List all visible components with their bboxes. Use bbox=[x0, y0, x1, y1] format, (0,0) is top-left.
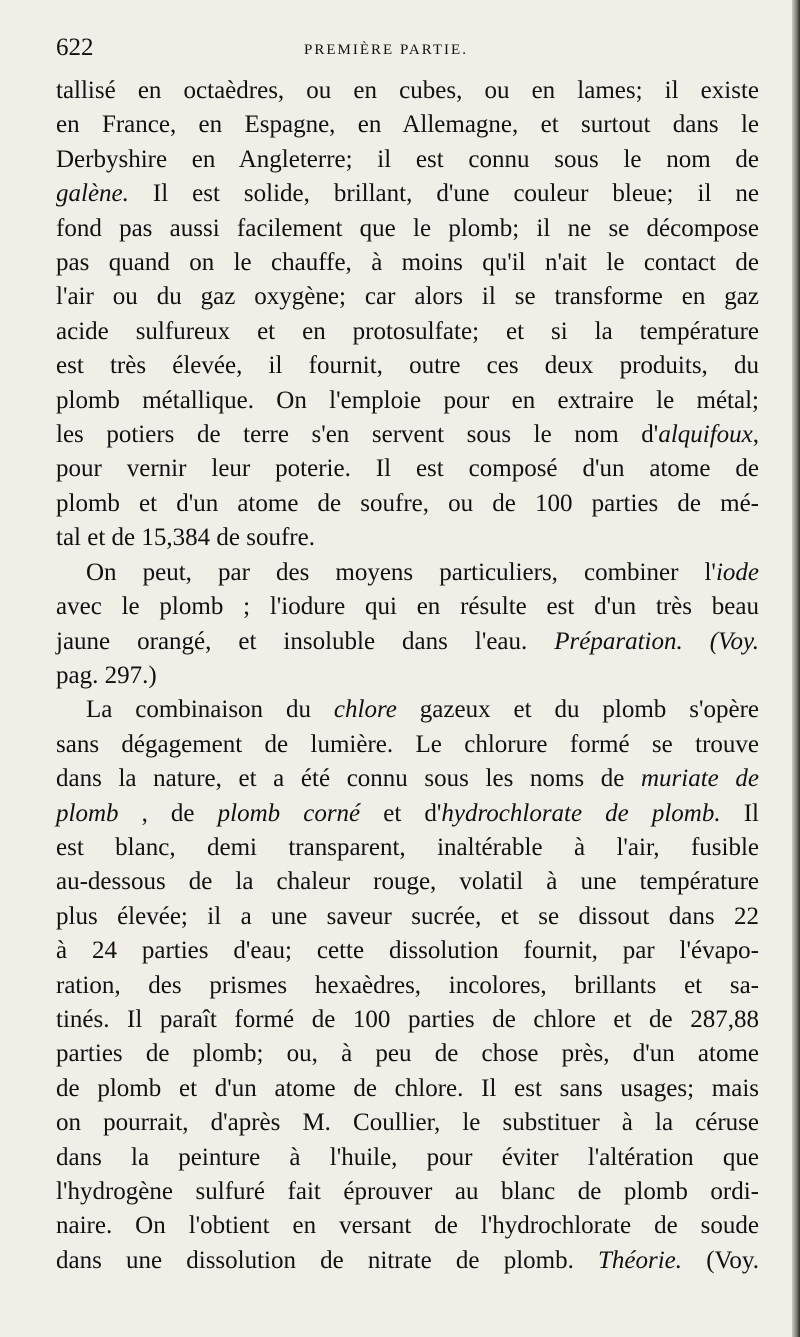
text-line: On peut, par des moyens particuliers, combiner l'iode bbox=[86, 558, 759, 586]
text-line: naire. On l'obtient en versant de l'hydrochlorate de soude bbox=[56, 1212, 759, 1240]
text-line: acide sulfureux et en protosulfate; et si la température bbox=[56, 317, 759, 345]
text-line: pas quand on le chauffe, à moins qu'il n'ait le contact de bbox=[56, 249, 759, 277]
text-line: est blanc, demi transparent, inaltérable à l'air, fusible bbox=[56, 833, 759, 861]
body-text bbox=[56, 74, 759, 1278]
text-line: plomb métallique. On l'emploie pour en extraire le métal; bbox=[56, 386, 759, 414]
text-line: pour vernir leur poterie. Il est composé d'un atome de bbox=[56, 455, 759, 483]
text-line: sans dégagement de lumière. Le chlorure formé se trouve bbox=[56, 730, 759, 758]
page-edge-shadow bbox=[792, 0, 800, 1337]
text-line: l'air ou du gaz oxygène; car alors il se transforme en gaz bbox=[56, 283, 759, 311]
text-line: est très élevée, il fournit, outre ces deux produits, du bbox=[56, 352, 759, 380]
running-head: PREMIÈRE PARTIE. bbox=[304, 42, 468, 58]
text-line: l'hydrogène sulfuré fait éprouver au blanc de plomb ordi- bbox=[56, 1178, 759, 1205]
page-number: 622 bbox=[56, 34, 94, 61]
text-line: parties de plomb; ou, à peu de chose près, d'un atome bbox=[56, 1040, 759, 1068]
text-line: galène. Il est solide, brillant, d'une couleur bleue; il ne bbox=[56, 180, 759, 208]
text-line: plomb , de plomb corné et d'hydrochlorate de plomb. Il bbox=[56, 799, 759, 827]
text-line: ration, des prismes hexaèdres, incolores, brillants et sa- bbox=[56, 971, 759, 999]
text-line: dans une dissolution de nitrate de plomb. Théorie. (Voy. bbox=[56, 1246, 759, 1274]
page-header bbox=[56, 34, 756, 74]
text-line: on pourrait, d'après M. Coullier, le substituer à la céruse bbox=[56, 1109, 759, 1137]
text-line: jaune orangé, et insoluble dans l'eau. Préparation. (Voy. bbox=[56, 627, 759, 655]
text-line: les potiers de terre s'en servent sous le nom d'alquifoux, bbox=[56, 421, 759, 449]
text-line: tallisé en octaèdres, ou en cubes, ou en lames; il existe bbox=[56, 77, 759, 104]
text-line: plus élevée; il a une saveur sucrée, et se dissout dans 22 bbox=[56, 902, 759, 930]
text-line: plomb et d'un atome de soufre, ou de 100 parties de mé- bbox=[56, 489, 759, 517]
text-line: en France, en Espagne, en Allemagne, et surtout dans le bbox=[56, 111, 759, 139]
text-line: tinés. Il paraît formé de 100 parties de chlore et de 287,88 bbox=[56, 1005, 759, 1033]
text-line: tal et de 15,384 de soufre. bbox=[56, 524, 315, 552]
text-line: pag. 297.) bbox=[56, 661, 157, 689]
text-line: dans la nature, et a été connu sous les noms de muriate de bbox=[56, 765, 760, 793]
text-line: La combinaison du chlore gazeux et du plomb s'opère bbox=[86, 696, 759, 724]
text-line: fond pas aussi facilement que le plomb; il ne se décompose bbox=[56, 214, 759, 242]
text-line: de plomb et d'un atome de chlore. Il est sans usages; mais bbox=[56, 1074, 759, 1102]
text-line: dans la peinture à l'huile, pour éviter l'altération que bbox=[56, 1143, 759, 1171]
text-line: Derbyshire en Angleterre; il est connu sous le nom de bbox=[56, 145, 759, 173]
text-line: avec le plomb ; l'iodure qui en résulte est d'un très beau bbox=[56, 593, 759, 621]
text-line: au-dessous de la chaleur rouge, volatil à une température bbox=[56, 868, 759, 896]
text-line: à 24 parties d'eau; cette dissolution fournit, par l'évapo- bbox=[56, 937, 759, 965]
